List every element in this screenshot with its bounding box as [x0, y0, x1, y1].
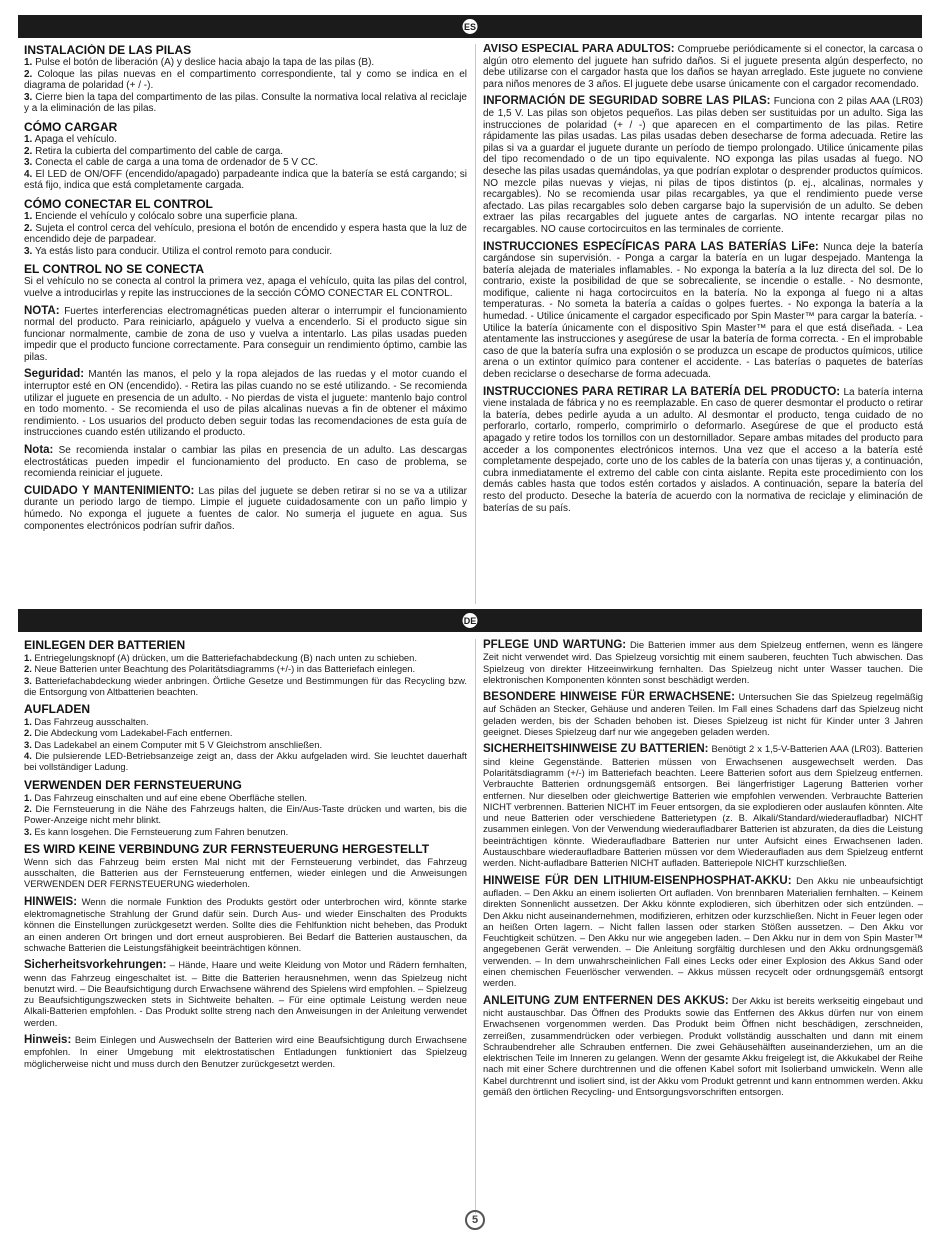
de-adults-text: Untersuchen Sie das Spielzeug regelmäßig auf Schäden an Stecker, Gehäuse und anderen Teilen. Im Fall eines Schadens darf das Spielzeug nicht geladen werden, bis der Schaden behoben ist. Dieses Spielzeug ist nicht für Kinder unter 3 Jahren geeignet. Dieses Spielzeug darf nur wie angegeben geladen werden.: [483, 691, 923, 738]
es-life-label: INSTRUCCIONES ESPECÍFICAS PARA LAS BATERÍAS LiFe:: [483, 240, 819, 253]
es-life-text: Nunca deje la batería cargándose sin supervisión. - Ponga a cargar la batería en un lugar despejado. Mantenga la batería alejada de materiales inflamables. - No exponga la batería a la luz directa del sol. De lo contrario, existe la posibilidad de que se sobrecaliente, se incendie o estalle. - No desmonte, modifique, caliente ni haga cortocircuitos en la batería. No la exponga al fuego ni a altas temperaturas. - No someta la batería a caídas o golpes fuertes. - No exponga la batería a la humedad. - Utilice únicamente el cargador especificado por Spin Master™ para cargar la batería. - Utilice la batería únicamente con el dispositivo Spin Master™ para el que está diseñada. - Lea atentamente las instrucciones y asegúrese de usar la batería de forma correcta. - En el improbable caso de que la batería sufra una explosión o se produzca un escape de productos químicos, utilice arena o un extintor químico para contener el accidente. - Las baterías o paquetes de baterías deben reciclarse o desecharse de forma adecuada.: [483, 241, 923, 381]
es-note2-label: Nota:: [24, 444, 54, 457]
es-battery-info-label: INFORMACIÓN DE SEGURIDAD SOBRE LAS PILAS:: [483, 95, 771, 108]
de-note-section: [24, 896, 467, 953]
de-safety-paragraph: [24, 959, 467, 1028]
de-battery-info-text: Benötigt 2 x 1,5-V-Batterien AAA (LR03). Batterien sind kleine Gegenstände. Batterien müssen von Erwachsenen ausgewechselt werden. Das Polaritätsdiagramm (+/-) im Batteriefach beachten. Leere Batterien sofort aus dem Spielzeug entfernen. Verbrauchte Batterien ordnungsgemäß entsorgen. Bei längerfristiger Lagerung Batterien vorher entfernen. Nur dieselben oder gleichwertige Batterien wie empfohlen verwenden. Verbrauchte Batterien NICHT verbrennen. Batterien NICHT im Feuer entsorgen, da sie explodieren oder auslaufen könnten. Alte und neue Batterien oder verschiedene Batterietypen (z. B. Alkali/Standard/wiederaufladbar) NICHT zusammen einlegen. Von der Verwendung wiederaufladbarer Batterien ist abzuraten, da dies die Leistung beeinträchtigen könnte. Wiederaufladbare Batterien nur unter Aufsicht eines Erwachsenen laden. Austauschbare wiederaufladbare Batterien müssen vor dem Wiederaufladen aus dem Spielzeug entfernt werden. Nicht-aufladbare Batterien NICHT aufladen. Batteriepole NICHT kurzschließen.: [483, 743, 923, 869]
page-number: 5: [465, 1210, 485, 1230]
step-text: Das Ladekabel an einem Computer mit 5 V Gleichstrom anschließen.: [31, 738, 323, 750]
es-charge-step: [24, 134, 467, 146]
de-care-paragraph: [483, 639, 923, 685]
step-text: Neue Batterien unter Beachtung des Polaritätsdiagramms (+/-) in das Batteriefach einlegen.: [31, 663, 416, 675]
step-text: Die Abdeckung vom Ladekabel-Fach entfernen.: [31, 727, 233, 739]
de-remove-label: ANLEITUNG ZUM ENTFERNEN DES AKKUS:: [483, 994, 729, 1007]
step-text: Cierre bien la tapa del compartimento de las pilas. Consulte la normativa local relativa al reciclaje y a la eliminación de las pilas.: [24, 91, 467, 115]
step-number: 2.: [24, 222, 33, 234]
step-number: 2.: [24, 727, 32, 739]
de-noconnect-text: Wenn sich das Fahrzeug beim ersten Mal nicht mit der Fernsteuerung verbindet, das Fahrzeug ausschalten, die Batterien aus der Fernsteuerung entfernen, wieder einlegen und die Anweisungen VERWENDEN DER FERNSTEUERUNG wiederholen.: [24, 855, 467, 890]
es-charge-step: [24, 157, 467, 169]
step-number: 1.: [24, 652, 32, 663]
step-number: 1.: [24, 716, 32, 728]
de-noconnect-section: [24, 843, 467, 890]
es-charge-step: [24, 169, 467, 192]
es-connect-step: [24, 223, 467, 246]
de-remote-step: [24, 803, 467, 826]
de-language-badge: DE: [461, 611, 480, 630]
step-number: 3.: [24, 91, 33, 103]
step-number: 4.: [24, 750, 32, 762]
de-care-section: [483, 639, 923, 685]
de-charge-title: AUFLADEN: [24, 702, 90, 717]
es-noconnect-text: Si el vehículo no se conecta al control la primera vez, apaga el vehículo, quita las pilas del control, vuelve a introducirlas y repite las instrucciones de la sección CÓMO CONECTAR EL CONTROL.: [24, 276, 467, 299]
es-connect-title: CÓMO CONECTAR EL CONTROL: [24, 196, 213, 211]
es-safety-label: Seguridad:: [24, 368, 85, 381]
step-text: Retira la cubierta del compartimento del cable de carga.: [32, 145, 284, 157]
de-left-column: [24, 639, 467, 1214]
step-text: Die Fernsteuerung in die Nähe des Fahrzeugs halten, die Ein/Aus-Taste drücken und warten, bis die Power-Anzeige nicht mehr blinkt.: [24, 802, 467, 826]
de-remote-section: [24, 779, 467, 837]
de-charge-step: [24, 727, 467, 738]
step-text: Die pulsierende LED-Betriebsanzeige zeigt an, dass der Akku aufgeladen wird. Sie leuchtet dauerhaft bei vollständiger Ladung.: [24, 750, 467, 773]
de-life-label: HINWEISE FÜR DEN LITHIUM-EISENPHOSPHAT-AKKU:: [483, 874, 792, 887]
step-number: 2.: [24, 663, 32, 675]
es-life-paragraph: [483, 242, 923, 381]
es-note2-section: [24, 445, 467, 480]
es-care-text: Las pilas del juguete se deben retirar si no se va a utilizar durante un periodo largo de tiempo. Limpie el juguete cuidadosamente con un paño limpio y húmedo. No exponga el juguete a fuentes de calor. No sumerja el juguete en agua. Sus componentes electrónicos podrían sufrir daños.: [24, 485, 467, 532]
es-noconnect-section: [24, 263, 467, 299]
de-install-section: [24, 639, 467, 697]
de-adults-paragraph: [483, 691, 923, 737]
de-charge-section: [24, 703, 467, 772]
es-battery-info-section: [483, 96, 923, 235]
step-number: 1.: [24, 133, 33, 145]
es-section-bar: [18, 15, 922, 38]
es-note2-text: Se recomienda instalar o cambiar las pilas en presencia de un adulto. Las descargas electrostáticas pueden impedir el funcionamiento del producto. En caso de problema, se recomienda reiniciar el juguete.: [24, 445, 467, 480]
step-number: 1.: [24, 791, 32, 803]
step-text: Sujeta el control cerca del vehículo, presiona el botón de encendido y espera hasta que la luz de encendido deje de parpadear.: [24, 222, 467, 246]
es-note2-paragraph: [24, 445, 467, 480]
step-number: 2.: [24, 802, 32, 814]
de-remote-step: [24, 792, 467, 803]
es-note-paragraph: [24, 306, 467, 364]
step-text: El LED de ON/OFF (encendido/apagado) parpadeante indica que la batería se está cargando; si está fijo, indica que está completamente cargada.: [24, 168, 467, 192]
es-life-section: [483, 242, 923, 381]
es-note-section: [24, 306, 467, 364]
es-care-section: [24, 486, 467, 532]
de-safety-section: [24, 959, 467, 1028]
step-text: Es kann losgehen. Die Fernsteuerung zum Fahren benutzen.: [31, 825, 289, 837]
es-install-step: [24, 92, 467, 115]
de-note2-text: Beim Einlegen und Auswechseln der Batterien wird eine Beaufsichtigung durch Erwachsene empfohlen. In einer Umgebung mit elektrostatischen Entladungen funktioniert das Spielzeug möglicherweise nicht und muss durch den Benutzer zurückgesetzt werden.: [24, 1034, 467, 1069]
es-language-badge: ES: [461, 17, 480, 36]
es-care-paragraph: [24, 486, 467, 532]
es-install-section: [24, 44, 467, 115]
es-install-title: INSTALACIÓN DE LAS PILAS: [24, 44, 192, 57]
de-safety-text: – Hände, Haare und weite Kleidung von Motor und Rädern fernhalten, wenn das Fahrzeug eingeschaltet ist. – Bitte die Batterien herausnehmen, wenn das Spielzeug nicht benutzt wird. – Die Beaufsichtigung durch Erwachsene während des Spielens wird empfohlen. – Spielzeug zu Beaufsichtigungszwecken stets in Sichtweite behalten. – Für eine optimale Leistung werden neue Alkali-Batterien empfohlen. - Das Produkt sollte streng nach den Anweisungen in der Anleitung verwendet werden.: [24, 959, 467, 1028]
de-remove-paragraph: [483, 995, 923, 1098]
step-text: Entriegelungsknopf (A) drücken, um die Batteriefachabdeckung (B) nach unten zu schieben.: [31, 652, 417, 663]
de-remove-text: Der Akku ist bereits werkseitig eingebaut und nicht austauschbar. Das Öffnen des Produkts sowie das Entfernen des Akkus dürfen nur von einem Erwachsenen vorgenommen werden. Das Produkt beim Öffnen nicht beschädigen, zerschneiden, zerreißen, zusammendrücken oder verbiegen. Produkt vollständig ausschalten und dann mit einem Schraubendreher alle Schrauben entfernen. Die zwei Gehäusehälften auseinanderziehen, um an die elektrischen Teile im Inneren zu gelangen. Wenn der gesamte Akku freigelegt ist, die Akkukabel der Reihe nach mit einer Schere durchtrennen und die offenen Kabel sofort mit Isolierband umwickeln. Wenn alle Kabel durchtrennt und isoliert sind, ist der Akku vom Produkt getrennt und kann entnommen werden. Akku gemäß den örtlichen Recycling- und Entsorgungsvorschriften entsorgen.: [483, 994, 923, 1097]
es-note-text: Fuertes interferencias electromagnéticas pueden alterar o interrumpir el funcionamiento normal del producto. Para reiniciarlo, apáguelo y vuelva a encenderlo. Si el producto sigue sin funcionar normalmente, cambie de zona de uso y vuelva a intentarlo. Las pilas usadas pueden impedir que el producto funcione correctamente. Para conseguir un rendimiento óptimo, cambie las pilas.: [24, 305, 467, 363]
step-text: Apaga el vehículo.: [32, 133, 117, 145]
de-install-step: [24, 652, 467, 663]
es-remove-section: [483, 387, 923, 515]
es-left-column: [24, 44, 467, 604]
step-number: 1.: [24, 57, 33, 68]
de-install-step: [24, 663, 467, 674]
es-remove-label: INSTRUCCIONES PARA RETIRAR LA BATERÍA DEL PRODUCTO:: [483, 385, 841, 398]
step-text: Das Fahrzeug einschalten und auf eine ebene Oberfläche stellen.: [31, 791, 308, 803]
step-number: 3.: [24, 674, 32, 686]
step-text: Batteriefachabdeckung wieder anbringen. Örtliche Gesetze und Bestimmungen für das Recycling bzw. die Entsorgung von Altbatterien beachten.: [24, 674, 467, 697]
de-adults-section: [483, 691, 923, 737]
de-note2-paragraph: [24, 1034, 467, 1069]
es-safety-text: Mantén las manos, el pelo y la ropa alejados de las ruedas y el motor cuando el interruptor esté en ON (encendido). - Retira las pilas cuando no se esté utilizando. - Se recomienda utilizar el juguete en presencia de un adulto. - No pierdas de vista el juguete: mantenlo bajo control en todo momento. - Se recomienda el uso de pilas alcalinas nuevas a fin de obtener el máximo rendimiento. - Los usuarios del producto deben seguir todas las recomendaciones de esta guía de instrucciones cuando estén utilizando el producto.: [24, 369, 467, 439]
de-note-text: Wenn die normale Funktion des Produkts gestört oder unterbrochen wird, könnte starke elektromagnetische Strahlung der Grund dafür sein. Durch Aus- und wieder Einschalten des Produkts können die Einstellungen zurückgesetzt werden. Sollte dies die Fehlfunktion nicht beheben, das Produkt an einen anderen Ort bringen und dort erneut ausprobieren. Bei Bedarf die Batterien austauschen, da schwache Batterien die Leistungsfähigkeit beeinträchtigen können.: [24, 895, 467, 953]
de-install-title: EINLEGEN DER BATTERIEN: [24, 639, 186, 652]
es-adults-paragraph: [483, 44, 923, 90]
es-adults-text: Compruebe periódicamente si el conector, la carcasa o algún otro elemento del juguete han sufrido daños. Si el juguete presenta algún desperfecto, no debe utilizarse con el cargador hasta que los daños se hayan arreglado. Este juguete no conviene para niños menores de 3 años. El juguete debe usarse únicamente con el cargador recomendado.: [483, 44, 923, 90]
es-remove-text: La batería interna viene instalada de fábrica y no es reemplazable. En caso de querer desmontar el producto o retirar la batería, debes pedirle ayuda a un adulto. Al desmontar el producto, tenga cuidado de no perforarlo, cortarlo, romperlo, comprimirlo o deformarlo. Asegúrese de que el producto está apagado y retire todos los tornillos con un destornillador. Separe ambas mitades del producto para acceder a los componentes electrónicos internos. Una vez que el acceso a la batería esté completamente despejado, corte uno de los cables de la batería con unas tijeras y, a continuación, cubra inmediatamente el extremo del cable con cinta aislante. Repita este procedimiento con los demás cables hasta que todos estén cortados y aislados. A continuación, separe la batería del resto del producto. Deseche la batería de acuerdo con la normativa de reciclaje y eliminación de baterías de su país.: [483, 386, 923, 514]
es-adults-section: [483, 44, 923, 90]
de-remote-step: [24, 826, 467, 837]
es-connect-step: [24, 211, 467, 223]
de-life-section: [483, 875, 923, 989]
de-note-paragraph: [24, 896, 467, 953]
es-care-label: CUIDADO Y MANTENIMIENTO:: [24, 484, 195, 497]
de-charge-step: [24, 739, 467, 750]
step-text: Coloque las pilas nuevas en el compartimento correspondiente, tal y como se indica en el diagrama de polaridad (+ / -).: [24, 68, 467, 92]
es-noconnect-title: EL CONTROL NO SE CONECTA: [24, 262, 205, 277]
de-remote-title: VERWENDEN DER FERNSTEUERUNG: [24, 777, 242, 792]
es-safety-paragraph: [24, 369, 467, 439]
de-life-paragraph: [483, 875, 923, 989]
de-safety-label: Sicherheitsvorkehrungen:: [24, 959, 167, 972]
step-number: 3.: [24, 825, 32, 837]
es-remove-paragraph: [483, 387, 923, 515]
de-note2-label: Hinweis:: [24, 1034, 72, 1047]
step-number: 1.: [24, 210, 33, 222]
de-note-label: HINWEIS:: [24, 895, 78, 908]
de-note2-section: [24, 1034, 467, 1069]
de-care-text: Die Batterien immer aus dem Spielzeug entfernen, wenn es längere Zeit nicht verwendet wird. Das Spielzeug vorsichtig mit einem sauberen, feuchten Tuch abwischen. Das Spielzeug von direkter Hitzeeinwirkung fernhalten. Das Spielzeug nicht unter Wasser tauchen. Die elektronischen Komponenten könnten sonst beschädigt werden.: [483, 639, 923, 685]
es-connect-step: [24, 246, 467, 258]
de-battery-info-section: [483, 743, 923, 868]
es-charge-section: [24, 121, 467, 192]
de-battery-info-paragraph: [483, 743, 923, 868]
es-install-step: [24, 57, 467, 69]
step-number: 2.: [24, 68, 33, 80]
es-adults-label: AVISO ESPECIAL PARA ADULTOS:: [483, 44, 675, 55]
es-safety-section: [24, 369, 467, 439]
step-number: 2.: [24, 145, 33, 157]
de-battery-info-label: SICHERHEITSHINWEISE ZU BATTERIEN:: [483, 743, 709, 756]
es-install-step: [24, 69, 467, 92]
step-text: Conecta el cable de carga a una toma de ordenador de 5 V CC.: [32, 157, 319, 169]
es-connect-section: [24, 198, 467, 257]
de-care-label: PFLEGE UND WARTUNG:: [483, 639, 627, 651]
step-number: 3.: [24, 738, 32, 750]
es-battery-info-paragraph: [483, 96, 923, 235]
step-text: Ya estás listo para conducir. Utiliza el control remoto para conducir.: [32, 245, 333, 257]
de-column-divider: [475, 639, 476, 1214]
step-number: 3.: [24, 157, 33, 169]
step-number: 3.: [24, 245, 33, 257]
de-adults-label: BESONDERE HINWEISE FÜR ERWACHSENE:: [483, 691, 736, 704]
es-battery-info-text: Funciona con 2 pilas AAA (LR03) de 1,5 V. Las pilas son objetos pequeños. Las pilas deben ser sustituidas por un adulto. Siga las instrucciones de polaridad (+ / -) que aparecen en el compartimento de las pilas. Retire rápidamente las pilas usadas. Las pilas usadas deben desecharse de forma adecuada. Retire las pilas si va a guardar el juguete durante un período de tiempo prolongado. Utilice únicamente pilas del tipo recomendado o de un tipo equivalente. NO exponga las pilas usadas al fuego. NO deseche las pilas usadas quemándolas, ya que podrían explotar o desprender productos químicos. NO mezcle pilas nuevas y viejas, ni pilas de tipos distintos (p. ej., alcalinas, normales y recargables). No se recomienda usar pilas recargables, ya que el rendimiento puede verse afectado. Las pilas recargables solo deben cargarse bajo la supervisión de un adulto. Se deben extraer las pilas recargables del juguete antes de cargarlas. NO intente recargar pilas no recargables. NO cause cortocircuitos en las terminales de corriente.: [483, 96, 923, 235]
de-noconnect-title: ES WIRD KEINE VERBINDUNG ZUR FERNSTEUERUNG HERGESTELLT: [24, 841, 430, 856]
step-text: Enciende el vehículo y colócalo sobre una superficie plana.: [32, 210, 298, 222]
step-text: Pulse el botón de liberación (A) y deslice hacia abajo la tapa de las pilas (B).: [32, 57, 375, 68]
de-charge-step: [24, 750, 467, 773]
de-install-step: [24, 675, 467, 698]
es-charge-title: CÓMO CARGAR: [24, 119, 118, 134]
de-section-bar: [18, 609, 922, 632]
es-column-divider: [475, 44, 476, 604]
es-right-column: [483, 44, 923, 604]
de-life-text: Den Akku nie unbeaufsichtigt aufladen. – Den Akku an einem isolierten Ort aufladen. Von brennbaren Materialien fernhalten. – Keinem direkten Sonnenlicht aussetzen. Der Akku könnte explodieren, sich überhitzen oder sich entzünden. – Den Akku nicht auseinandernehmen, modifizieren, erhitzen oder kurzschließen. Nicht in Feuer legen oder an heißen Orten lagern. – Nicht fallen lassen oder starken Stößen aussetzen. – Den Akku vor Feuchtigkeit schützen. – Den Akku nur wie angegeben laden. – Den Akku nur in dem von Spin Master™ angegebenen Gerät verwenden. – Die Anleitung sorgfältig durchlesen und den Akku ordnungsgemäß verwenden. – In dem unwahrscheinlichen Fall eines Lecks oder einer Explosion des Akkus Sand oder einen chemischen Feuerlöscher verwenden. – Akkus müssen recycelt oder ordnungsgemäß entsorgt werden.: [483, 874, 923, 989]
step-text: Das Fahrzeug ausschalten.: [31, 716, 149, 728]
step-number: 4.: [24, 168, 33, 180]
es-note-label: NOTA:: [24, 304, 60, 317]
de-charge-step: [24, 716, 467, 727]
de-remove-section: [483, 995, 923, 1098]
de-right-column: [483, 639, 923, 1214]
es-charge-step: [24, 146, 467, 158]
